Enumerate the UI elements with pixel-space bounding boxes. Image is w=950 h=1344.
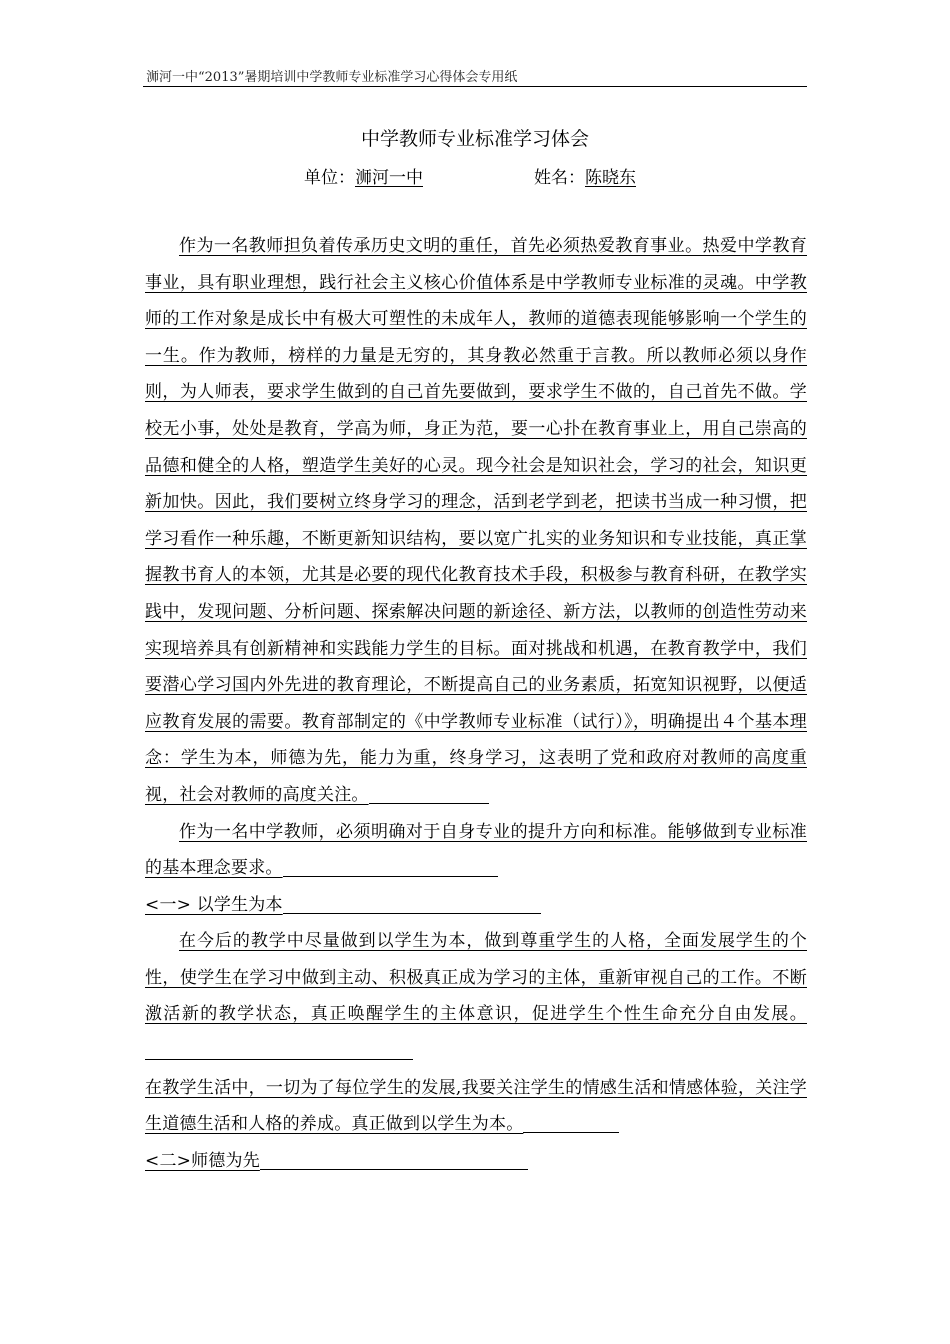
paragraph-student-development: 在教学生活中，一切为了每位学生的发展,我要关注学生的情感生活和情感体验，关注学生道德生活和人格的养成。真正做到以学生为本。 [145, 1077, 807, 1135]
unit-field [304, 163, 423, 188]
page-header: 浉河一中“2013”暑期培训中学教师专业标准学习心得体会专用纸 [146, 70, 518, 85]
unit-label: 单位： [304, 168, 355, 188]
header-divider [143, 86, 807, 87]
paragraph-teacher-role: 作为一名教师担负着传承历史文明的重任，首先必须热爱教育事业。热爱中学教育事业，具有职业理想，践行社会主义核心价值体系是中学教师专业标准的灵魂。中学教师的工作对象是成长中有极大可塑性的未成年人，教师的道德表现能够影响一个学生的一生。作为教师，榜样的力量是无穷的，其身教必然重于言教。所以教师必须以身作则，为人师表，要求学生做到的自己首先要做到，要求学生不做的，自己首先不做。学校无小事，处处是教育，学高为师，身正为范，要一心扑在教育事业上，用自己崇高的品德和健全的人格，塑造学生美好的心灵。现今社会是知识社会，学习的社会，知识更新加快。因此，我们要树立终身学习的理念，活到老学到老，把读书当成一种习惯，把学习看作一种乐趣，不断更新知识结构，要以宽广扎实的业务知识和专业技能，真正掌握教书育人的本领，尤其是必要的现代化教育技术手段，积极参与教育科研，在教学实践中，发现问题、分析问题、探索解决问题的新途径、新方法，以教师的创造性劳动来实现培养具有创新精神和实践能力学生的目标。面对挑战和机遇，在教育教学中，我们要潜心学习国内外先进的教育理论，不断提高自己的业务素质，拓宽知识视野，以便适应教育发展的需要。教育部制定的《中学教师专业标准（试行）》，明确提出４个基本理念：学生为本，师德为先，能力为重，终身学习，这表明了党和政府对教师的高度重视，社会对教师的高度关注。 [145, 236, 807, 805]
name-field [534, 163, 636, 188]
document-title: 中学教师专业标准学习体会 [360, 128, 589, 150]
name-label: 姓名： [534, 168, 585, 188]
unit-value: 浉河一中 [355, 168, 423, 188]
paragraph-student-centered: 在今后的教学中尽量做到以学生为本，做到尊重学生的人格，全面发展学生的个性，使学生在学习中做到主动、积极真正成为学习的主体，重新审视自己的工作。不断激活新的教学状态，真正唤醒学生的主体意识，促进学生个性生命充分自由发展。 [145, 923, 807, 1069]
section-heading-ethics-first: <二>师德为先 [145, 1143, 807, 1180]
section-heading-student-centered: <一> 以学生为本 [145, 887, 807, 924]
paragraph-professional-direction: 作为一名中学教师，必须明确对于自身专业的提升方向和标准。能够做到专业标准的基本理念要求。 [145, 821, 807, 879]
document-body [145, 228, 807, 1179]
author-name: 陈晓东 [585, 168, 636, 188]
